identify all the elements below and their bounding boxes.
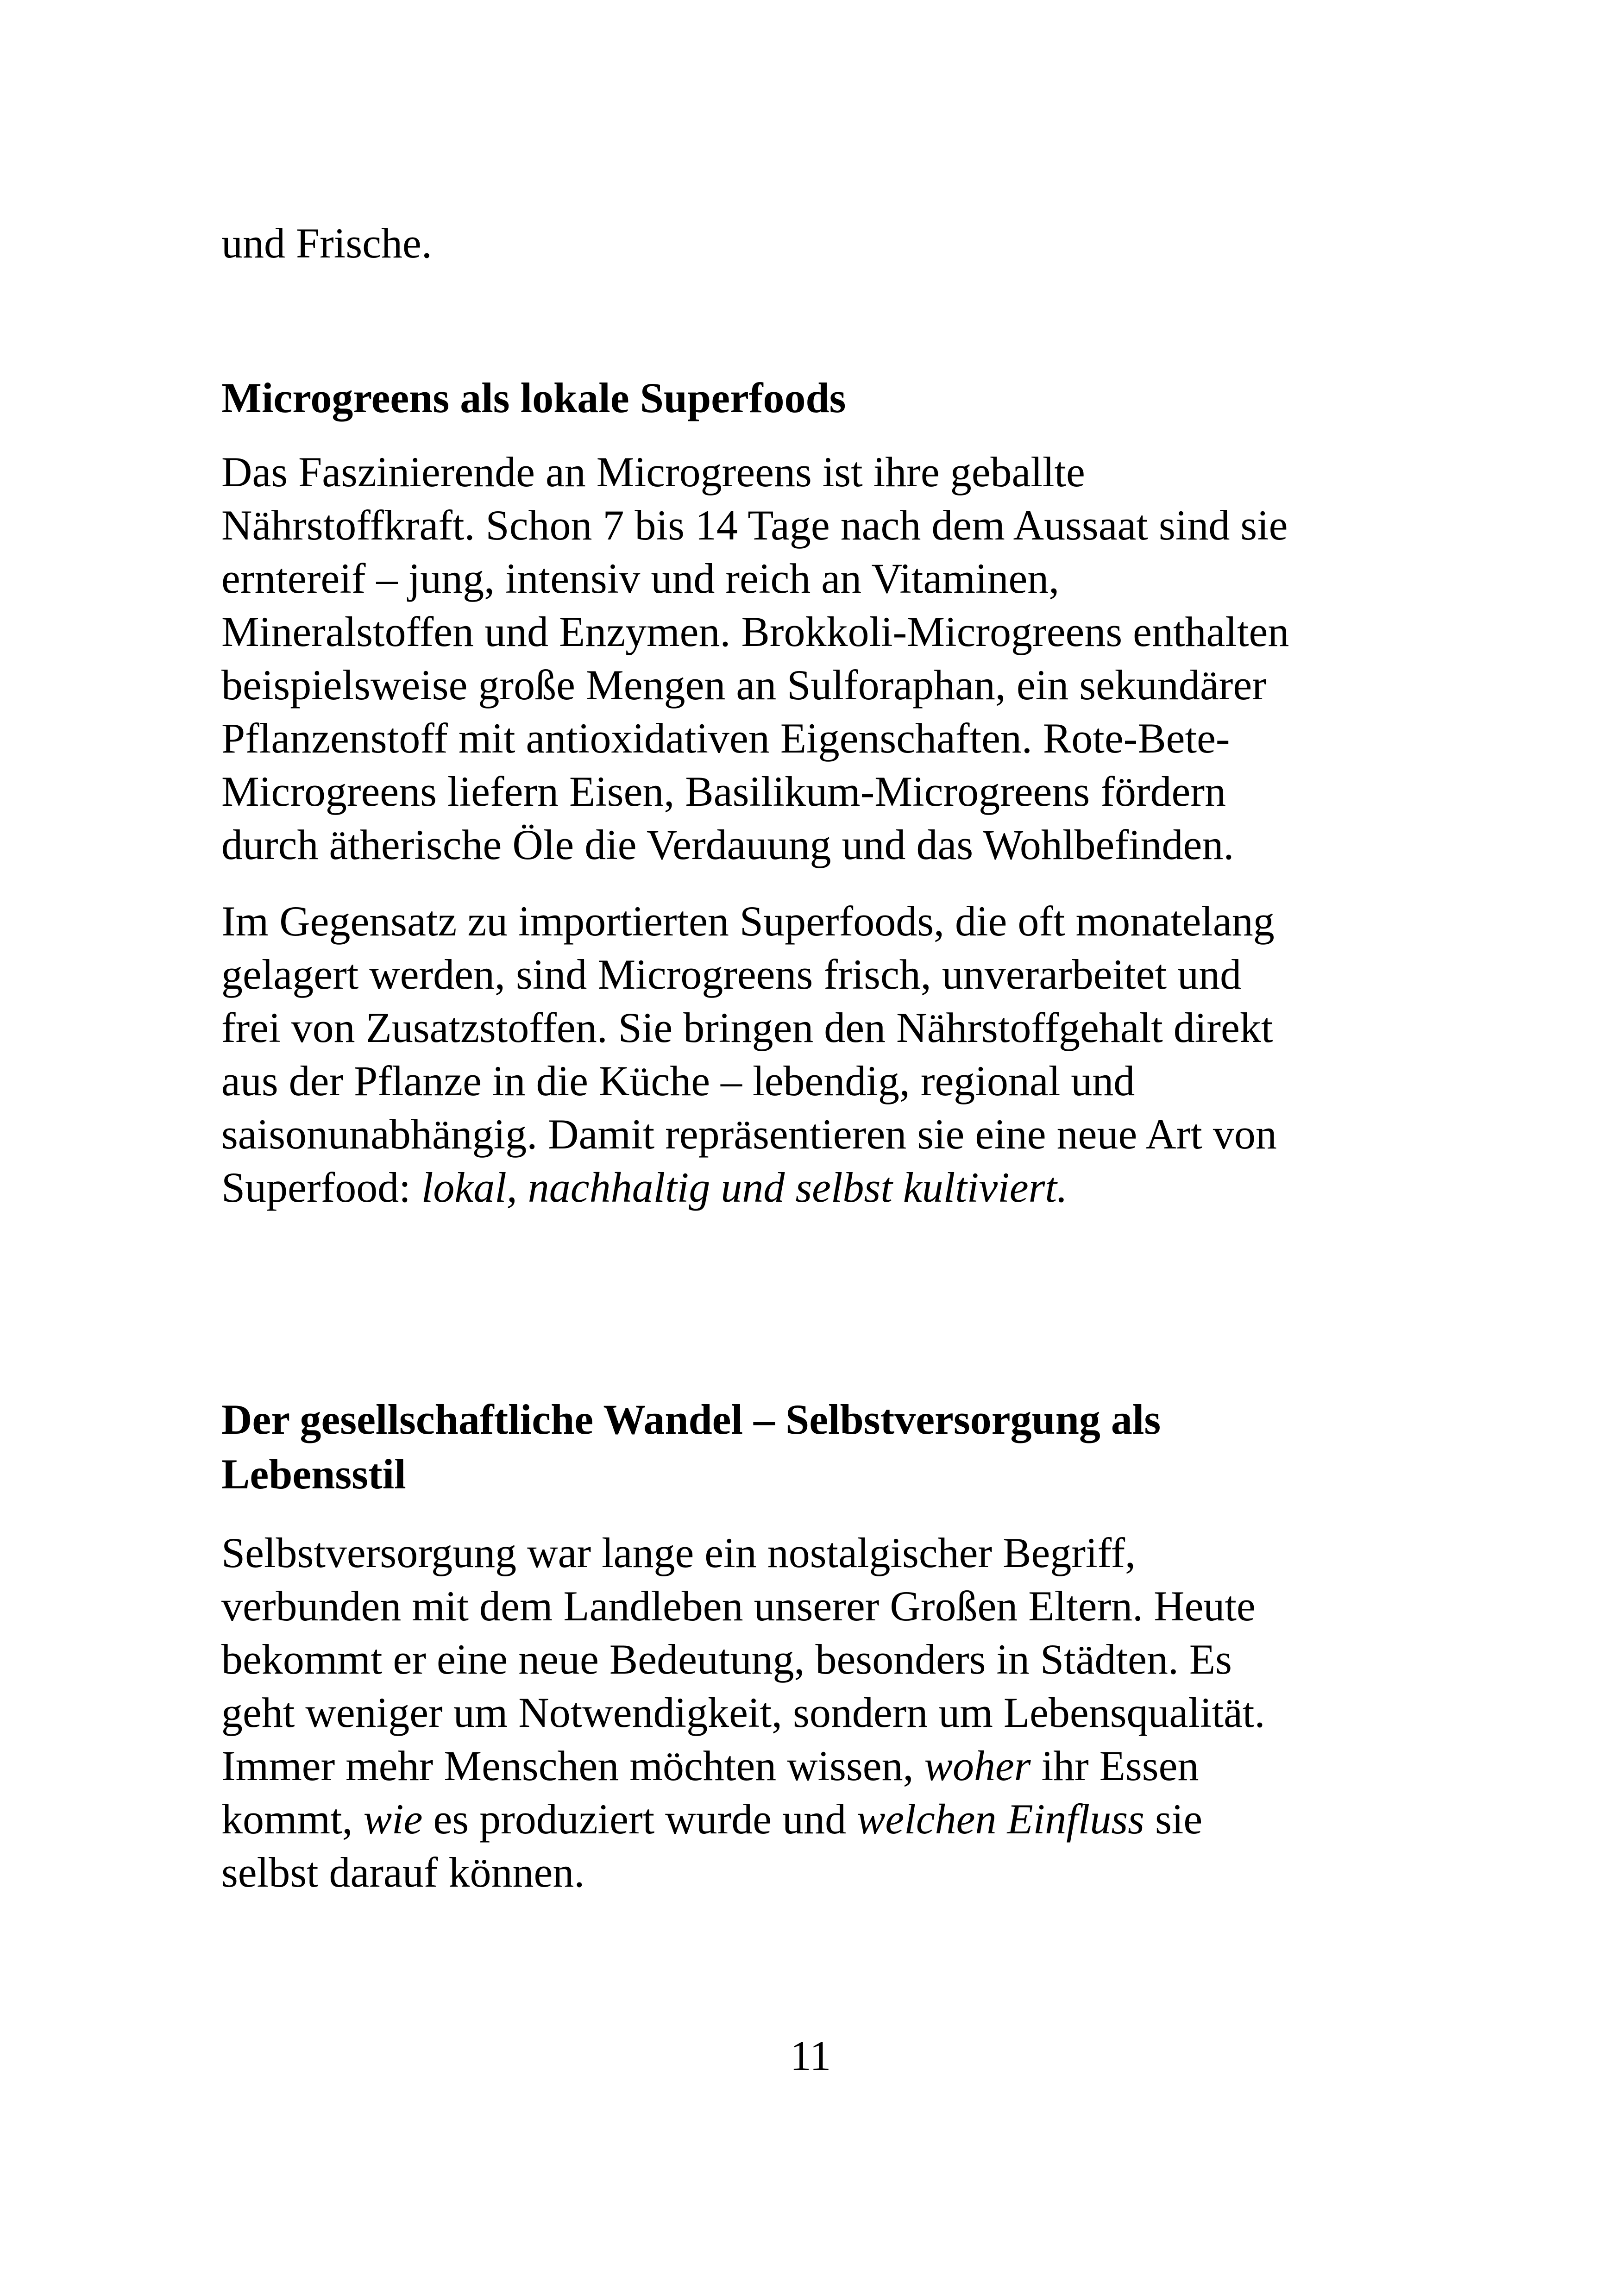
text-line: es produziert wurde und — [422, 1795, 857, 1843]
section-heading-self-sufficiency — [221, 1392, 1407, 1501]
continuation-text — [221, 217, 1407, 270]
heading-text: Der gesellschaftliche Wandel – Selbstversorgung als — [221, 1396, 1161, 1443]
text-line: Microgreens liefern Eisen, Basilikum-Microgreens fördern — [221, 768, 1226, 815]
text-line: selbst darauf können. — [221, 1849, 585, 1896]
text-line: verbunden mit dem Landleben unserer Großen Eltern. Heute — [221, 1582, 1256, 1630]
text-line: frei von Zusatzstoffen. Sie bringen den Nährstoffgehalt direkt — [221, 1004, 1273, 1051]
text-line: sie — [1144, 1795, 1203, 1843]
text-line: Mineralstoffen und Enzymen. Brokkoli-Microgreens enthalten — [221, 608, 1289, 655]
paragraph-self-sufficiency — [221, 1526, 1407, 1899]
continuation-line: und Frische. — [221, 220, 432, 267]
heading-text: Microgreens als lokale Superfoods — [221, 374, 846, 421]
text-line: erntereif – jung, intensiv und reich an Vitaminen, — [221, 555, 1060, 602]
text-line: Pflanzenstoff mit antioxidativen Eigenschaften. Rote-Bete- — [221, 715, 1230, 762]
page-number — [0, 2029, 1621, 2083]
text-line: ihr Essen — [1030, 1742, 1199, 1789]
text-line: beispielsweise große Mengen an Sulforaphan, ein sekundärer — [221, 661, 1266, 709]
page-number-text: 11 — [790, 2032, 831, 2079]
heading-text: Lebensstil — [221, 1450, 406, 1498]
section-heading-microgreens — [221, 370, 1407, 425]
text-line: aus der Pflanze in die Küche – lebendig, regional und — [221, 1057, 1135, 1104]
text-line: Selbstversorgung war lange ein nostalgischer Begriff, — [221, 1529, 1136, 1576]
text-line: durch ätherische Öle die Verdauung und das Wohlbefinden. — [221, 821, 1234, 868]
emphasis-text: welchen Einfluss — [857, 1795, 1144, 1843]
text-line: Das Faszinierende an Microgreens ist ihre geballte — [221, 448, 1085, 496]
text-line: geht weniger um Notwendigkeit, sondern um Lebensqualität. — [221, 1689, 1265, 1736]
text-line: saisonunabhängig. Damit repräsentieren sie eine neue Art von — [221, 1110, 1277, 1158]
paragraph-microgreens-nutrients — [221, 445, 1407, 872]
emphasis-text: wie — [363, 1795, 423, 1843]
text-line: Immer mehr Menschen möchten wissen, — [221, 1742, 924, 1789]
text-line: kommt, — [221, 1795, 364, 1843]
text-line: Superfood: — [221, 1164, 421, 1211]
emphasis-text: woher — [924, 1742, 1031, 1789]
emphasis-text: lokal, nachhaltig und selbst kultiviert. — [421, 1164, 1068, 1211]
text-line: Im Gegensatz zu importierten Superfoods, die oft monatelang — [221, 897, 1275, 945]
text-line: Nährstoffkraft. Schon 7 bis 14 Tage nach dem Aussaat sind sie — [221, 502, 1288, 549]
text-line: bekommt er eine neue Bedeutung, besonders in Städten. Es — [221, 1636, 1232, 1683]
paragraph-superfood-comparison — [221, 895, 1407, 1214]
text-line: gelagert werden, sind Microgreens frisch, unverarbeitet und — [221, 951, 1242, 998]
